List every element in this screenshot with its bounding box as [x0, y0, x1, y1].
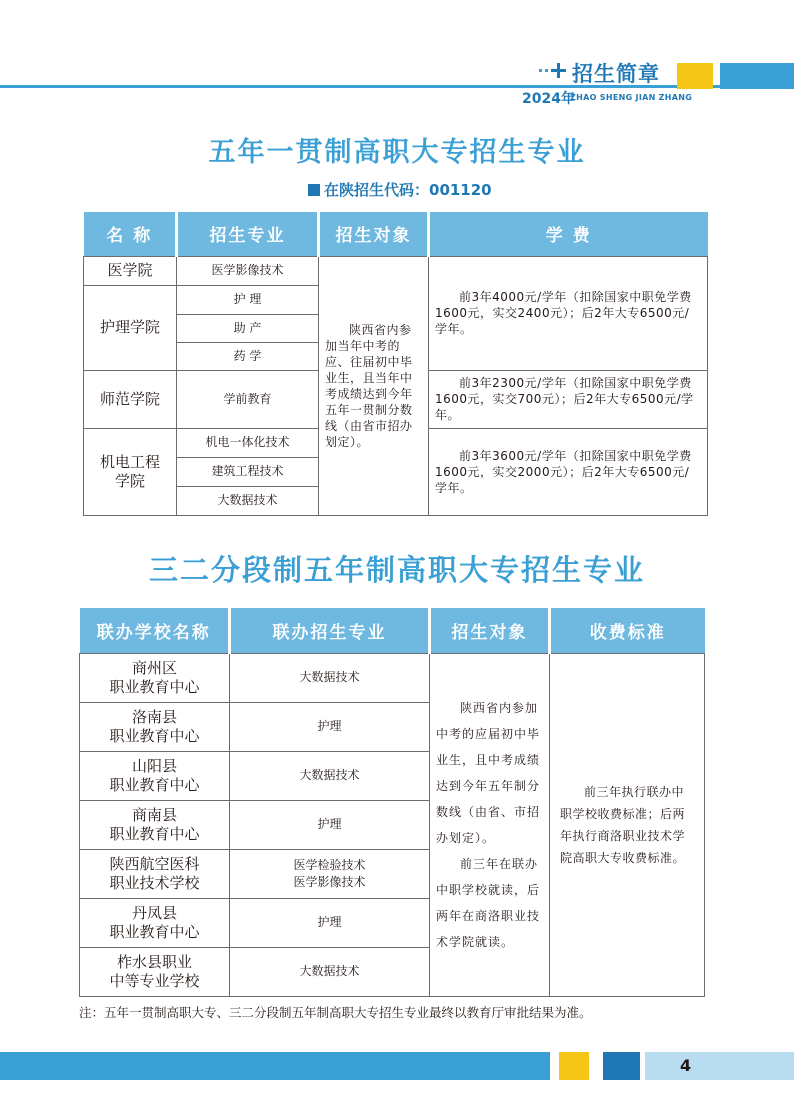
fee-cell: 前3年3600元/学年（扣除国家中职免学费1600元，实交2000元）；后2年大专6500元/学年。: [429, 428, 708, 515]
page-number: 4: [680, 1056, 692, 1075]
five-year-majors-table: [83, 212, 708, 516]
school-cell: 洛南县 职业教育中心: [80, 702, 230, 751]
fee-cell: 前3年4000元/学年（扣除国家中职免学费1600元，实交2400元）；后2年大专6500元/学年。: [429, 256, 708, 370]
enrollment-code-text: 在陕招生代码：001120: [324, 181, 492, 199]
brochure-year: 2024年: [522, 91, 575, 107]
square-bullet-icon: [308, 184, 320, 196]
header-blue-block: [720, 63, 794, 89]
college-cell: 医学院: [84, 256, 177, 285]
major-cell: 助 产: [177, 314, 319, 342]
plus-dots-icon: [539, 60, 569, 82]
major-cell: 医学影像技术: [177, 256, 319, 285]
joint-program-table: [79, 608, 705, 997]
major-cell: 大数据技术: [177, 486, 319, 515]
target-cell: 陕西省内参加当年中考的应、往届初中毕业生，且当年中考成绩达到今年五年一贯制分数线（由省市招办划定）。: [319, 256, 429, 515]
footer-yellow-block: [559, 1052, 589, 1080]
college-cell: 护理学院: [84, 285, 177, 370]
header-major: 招生专业: [177, 212, 319, 256]
joint-major-cell: 大数据技术: [230, 751, 430, 800]
target-paragraph: 前三年在联办中职学校就读，后两年在商洛职业技术学院就读。: [436, 856, 541, 949]
major-cell: 学前教育: [177, 370, 319, 428]
footnote: 注：五年一贯制高职大专、三二分段制五年制高职大专招生专业最终以教育厅审批结果为准。: [79, 1005, 592, 1020]
major-cell: 建筑工程技术: [177, 457, 319, 486]
header-target: 招生对象: [319, 212, 429, 256]
school-cell: 山阳县 职业教育中心: [80, 751, 230, 800]
school-cell: 柞水县职业 中等专业学校: [80, 947, 230, 996]
header-strip: [0, 85, 794, 88]
header-joint-major: 联办招生专业: [230, 608, 430, 653]
joint-major-cell: 大数据技术: [230, 653, 430, 702]
header-fee-standard: 收费标准: [550, 608, 705, 653]
fee-cell: 前3年2300元/学年（扣除国家中职免学费1600元，实交700元）；后2年大专6500元/学年。: [429, 370, 708, 428]
footer-light-block: [645, 1052, 794, 1080]
brochure-subtitle: ZHAO SHENG JIAN ZHANG: [570, 93, 693, 102]
college-cell: 机电工程学院: [84, 428, 177, 515]
footer-blue-bar: [0, 1052, 550, 1080]
header-target: 招生对象: [430, 608, 550, 653]
joint-major-cell: 医学检验技术 医学影像技术: [230, 849, 430, 898]
enrollment-code: [308, 179, 492, 200]
joint-major-cell: 护理: [230, 702, 430, 751]
section1-title: 五年一贯制高职大专招生专业: [208, 137, 586, 168]
joint-major-cell: 护理: [230, 898, 430, 947]
brochure-title: 招生简章: [572, 62, 660, 86]
major-cell: 机电一体化技术: [177, 428, 319, 457]
fee-standard-cell: 前三年执行联办中职学校收费标准；后两年执行商洛职业技术学院高职大专收费标准。: [550, 653, 705, 996]
header-yellow-block: [677, 63, 713, 89]
header-fee: 学 费: [429, 212, 708, 256]
joint-major-cell: 大数据技术: [230, 947, 430, 996]
school-cell: 商南县 职业教育中心: [80, 800, 230, 849]
target-cell: [430, 653, 550, 996]
school-cell: 陕西航空医科 职业技术学校: [80, 849, 230, 898]
major-cell: 护 理: [177, 285, 319, 314]
college-cell: 师范学院: [84, 370, 177, 428]
school-cell: 商州区 职业教育中心: [80, 653, 230, 702]
section2-title: 三二分段制五年制高职大专招生专业: [148, 553, 645, 587]
major-cell: 药 学: [177, 342, 319, 370]
footer-dark-block: [603, 1052, 640, 1080]
target-paragraph: 陕西省内参加中考的应届初中毕业生，且中考成绩达到今年五年制分数线（由省、市招办划定）。: [436, 700, 541, 845]
header-school: 联办学校名称: [80, 608, 230, 653]
joint-major-cell: 护理: [230, 800, 430, 849]
school-cell: 丹凤县 职业教育中心: [80, 898, 230, 947]
header-name: 名 称: [84, 212, 177, 256]
